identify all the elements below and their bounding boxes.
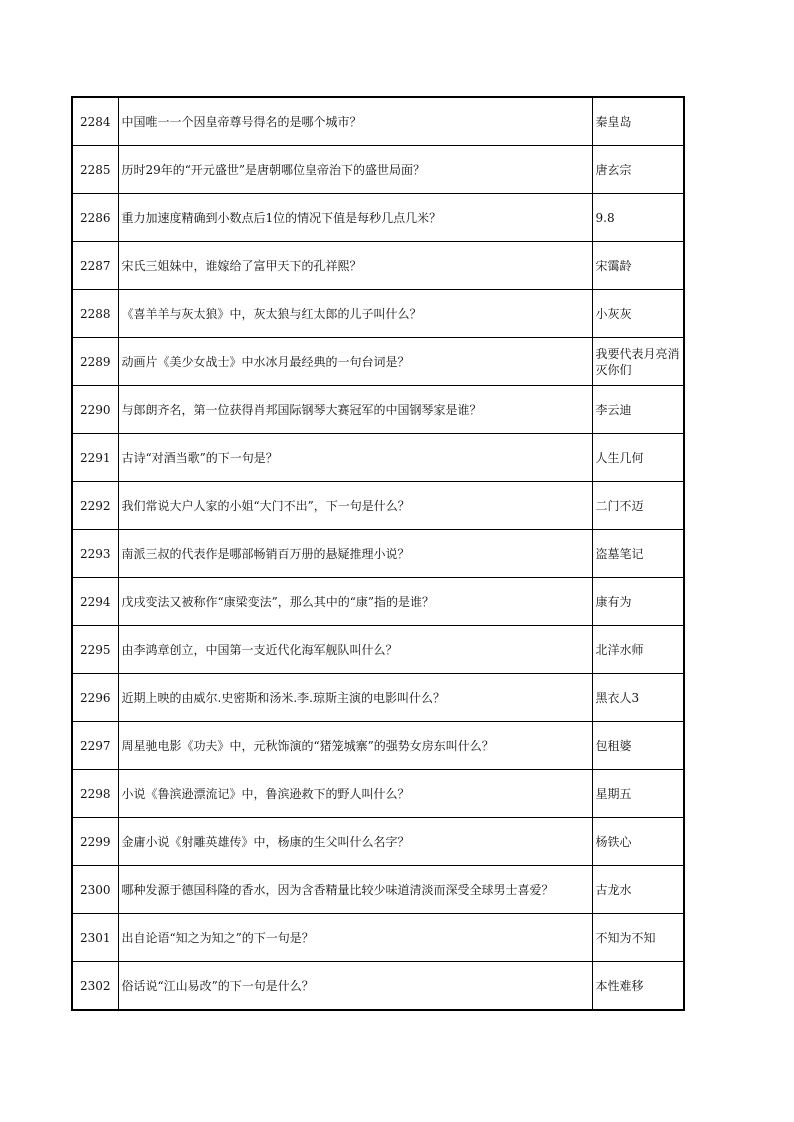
question-cell: 戊戌变法又被称作“康梁变法”，那么其中的“康”指的是谁？ — [118, 578, 592, 626]
question-number-cell: 2300 — [72, 866, 118, 914]
table-row — [72, 242, 684, 290]
answer-cell: 盗墓笔记 — [592, 530, 684, 578]
question-cell: 俗话说“江山易改”的下一句是什么？ — [118, 962, 592, 1011]
question-cell: 周星驰电影《功夫》中，元秋饰演的“猪笼城寨”的强势女房东叫什么？ — [118, 722, 592, 770]
question-number-cell: 2287 — [72, 242, 118, 290]
question-cell: 南派三叔的代表作是哪部畅销百万册的悬疑推理小说？ — [118, 530, 592, 578]
quiz-table-body — [72, 97, 684, 1010]
table-row — [72, 770, 684, 818]
question-cell: 近期上映的由威尔.史密斯和汤米.李.琼斯主演的电影叫什么？ — [118, 674, 592, 722]
table-row — [72, 338, 684, 386]
question-number-cell: 2288 — [72, 290, 118, 338]
question-number-cell: 2294 — [72, 578, 118, 626]
question-number-cell: 2301 — [72, 914, 118, 962]
question-cell: 由李鸿章创立，中国第一支近代化海军舰队叫什么？ — [118, 626, 592, 674]
answer-cell: 人生几何 — [592, 434, 684, 482]
question-number-cell: 2285 — [72, 146, 118, 194]
question-cell: 《喜羊羊与灰太狼》中，灰太狼与红太郎的儿子叫什么？ — [118, 290, 592, 338]
question-number-cell: 2284 — [72, 97, 118, 146]
question-cell: 小说《鲁滨逊漂流记》中，鲁滨逊救下的野人叫什么？ — [118, 770, 592, 818]
answer-cell: 包租婆 — [592, 722, 684, 770]
answer-cell: 黑衣人3 — [592, 674, 684, 722]
table-row — [72, 866, 684, 914]
answer-cell: 秦皇岛 — [592, 97, 684, 146]
answer-cell: 李云迪 — [592, 386, 684, 434]
answer-cell: 我要代表月亮消灭你们 — [592, 338, 684, 386]
table-row — [72, 914, 684, 962]
table-row — [72, 626, 684, 674]
table-row — [72, 146, 684, 194]
answer-cell: 9.8 — [592, 194, 684, 242]
question-number-cell: 2298 — [72, 770, 118, 818]
answer-cell: 星期五 — [592, 770, 684, 818]
table-row — [72, 962, 684, 1011]
question-cell: 宋氏三姐妹中，谁嫁给了富甲天下的孔祥熙？ — [118, 242, 592, 290]
table-row — [72, 434, 684, 482]
question-cell: 哪种发源于德国科隆的香水，因为含香精量比较少味道清淡而深受全球男士喜爱？ — [118, 866, 592, 914]
answer-cell: 不知为不知 — [592, 914, 684, 962]
question-cell: 出自论语“知之为知之”的下一句是？ — [118, 914, 592, 962]
quiz-table — [71, 96, 685, 1011]
question-number-cell: 2290 — [72, 386, 118, 434]
question-cell: 与郎朗齐名，第一位获得肖邦国际钢琴大赛冠军的中国钢琴家是谁？ — [118, 386, 592, 434]
table-row — [72, 578, 684, 626]
question-number-cell: 2299 — [72, 818, 118, 866]
question-number-cell: 2302 — [72, 962, 118, 1011]
table-row — [72, 722, 684, 770]
question-number-cell: 2296 — [72, 674, 118, 722]
question-cell: 动画片《美少女战士》中水冰月最经典的一句台词是？ — [118, 338, 592, 386]
table-row — [72, 194, 684, 242]
question-cell: 中国唯一一个因皇帝尊号得名的是哪个城市？ — [118, 97, 592, 146]
table-row — [72, 674, 684, 722]
question-cell: 历时29年的“开元盛世”是唐朝哪位皇帝治下的盛世局面？ — [118, 146, 592, 194]
table-row — [72, 386, 684, 434]
question-cell: 古诗“对酒当歌”的下一句是？ — [118, 434, 592, 482]
table-row — [72, 482, 684, 530]
question-cell: 我们常说大户人家的小姐“大门不出”，下一句是什么？ — [118, 482, 592, 530]
question-number-cell: 2293 — [72, 530, 118, 578]
table-row — [72, 818, 684, 866]
question-number-cell: 2292 — [72, 482, 118, 530]
answer-cell: 本性难移 — [592, 962, 684, 1011]
question-number-cell: 2289 — [72, 338, 118, 386]
question-number-cell: 2295 — [72, 626, 118, 674]
answer-cell: 康有为 — [592, 578, 684, 626]
answer-cell: 小灰灰 — [592, 290, 684, 338]
question-cell: 重力加速度精确到小数点后1位的情况下值是每秒几点几米？ — [118, 194, 592, 242]
table-row — [72, 97, 684, 146]
answer-cell: 二门不迈 — [592, 482, 684, 530]
question-cell: 金庸小说《射雕英雄传》中，杨康的生父叫什么名字？ — [118, 818, 592, 866]
answer-cell: 杨铁心 — [592, 818, 684, 866]
answer-cell: 宋霭龄 — [592, 242, 684, 290]
table-row — [72, 530, 684, 578]
question-number-cell: 2291 — [72, 434, 118, 482]
table-row — [72, 290, 684, 338]
answer-cell: 唐玄宗 — [592, 146, 684, 194]
question-number-cell: 2286 — [72, 194, 118, 242]
answer-cell: 古龙水 — [592, 866, 684, 914]
answer-cell: 北洋水师 — [592, 626, 684, 674]
question-number-cell: 2297 — [72, 722, 118, 770]
